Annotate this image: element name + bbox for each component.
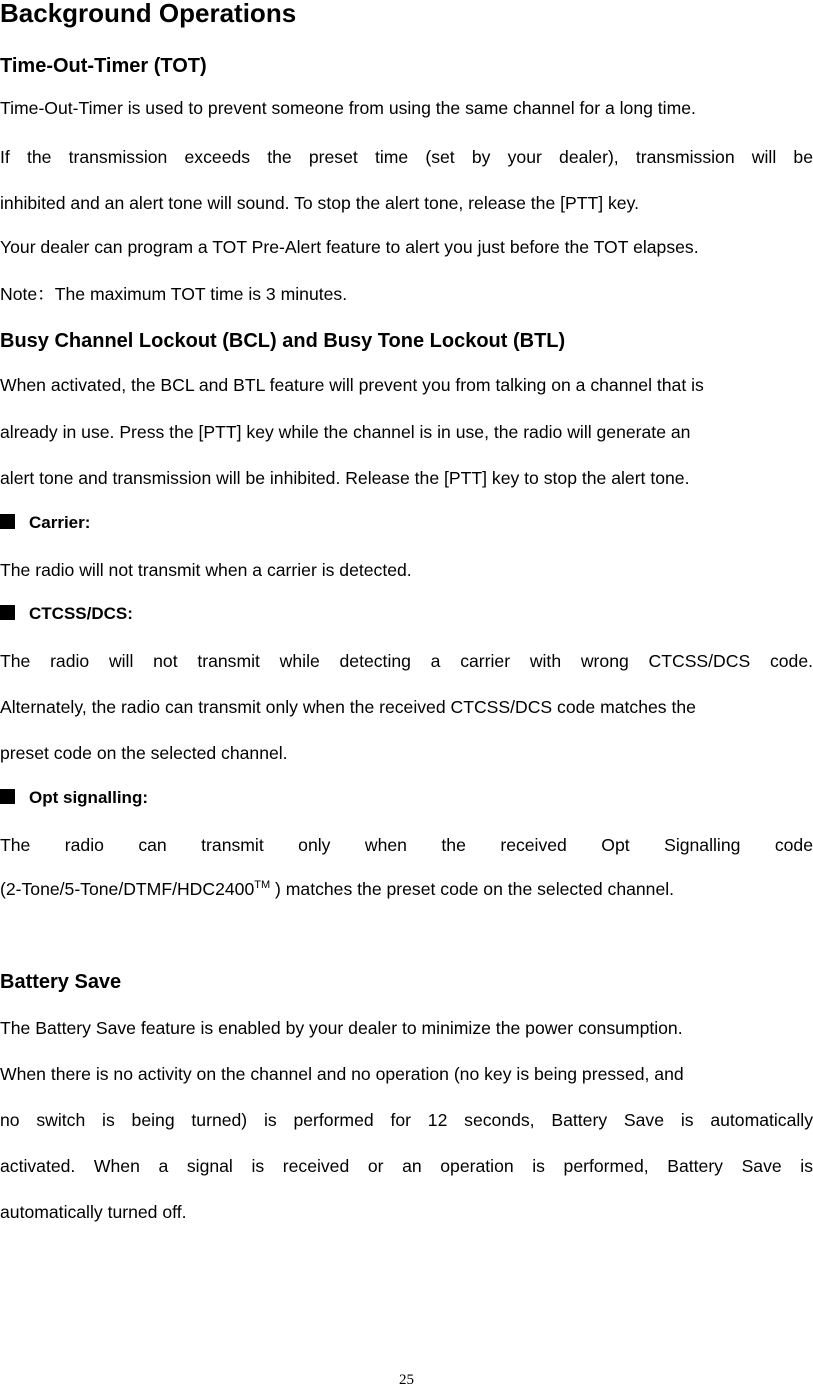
carrier-subheading-label: Carrier: [29,513,91,532]
page-heading: Background Operations [0,0,297,28]
carrier-paragraph-line: The radio will not transmit when a carrier is detected. [0,560,412,580]
tot-paragraph-line: Time-Out-Timer is used to prevent someone from using the same channel for a long time. [0,98,696,118]
bcl-paragraph-line: When activated, the BCL and BTL feature will prevent you from talking on a channel that is [0,375,704,395]
battery-paragraph-line: The Battery Save feature is enabled by your dealer to minimize the power consumption. [0,1018,683,1038]
trademark-superscript: TM [254,879,271,892]
ctcss-subheading-label: CTCSS/DCS: [29,604,133,623]
bullet-square-icon [0,514,15,529]
battery-paragraph-line: no switch is being turned) is performed for 12 seconds, Battery Save is automatically [0,1110,813,1130]
battery-section-title: Battery Save [0,971,122,993]
tot-section-title: Time-Out-Timer (TOT) [0,55,207,77]
carrier-subheading [0,512,90,534]
bcl-paragraph-line: alert tone and transmission will be inhibited. Release the [PTT] key to stop the alert tone. [0,468,690,488]
page-number: 25 [399,1372,414,1388]
tot-note: Note：The maximum TOT time is 3 minutes. [0,284,348,304]
bcl-section-title: Busy Channel Lockout (BCL) and Busy Tone Lockout (BTL) [0,330,566,352]
ctcss-paragraph-line: Alternately, the radio can transmit only when the received CTCSS/DCS code matches the [0,697,696,717]
battery-paragraph-line: When there is no activity on the channel and no operation (no key is being pressed, and [0,1064,684,1084]
opt-subheading-label: Opt signalling: [29,788,148,807]
tot-paragraph-line: inhibited and an alert tone will sound. To stop the alert tone, release the [PTT] key. [0,193,639,213]
ctcss-subheading [0,603,133,625]
opt-paragraph-line [0,877,813,901]
tot-paragraph-line: If the transmission exceeds the preset time (set by your dealer), transmission will be [0,147,813,167]
tot-paragraph-line: Your dealer can program a TOT Pre-Alert feature to alert you just before the TOT elapses. [0,237,699,257]
opt-paragraph-line: The radio can transmit only when the received Opt Signalling code [0,835,813,855]
bullet-square-icon [0,789,15,804]
bcl-paragraph-line: already in use. Press the [PTT] key while the channel is in use, the radio will generate an [0,422,691,442]
ctcss-paragraph-line: preset code on the selected channel. [0,743,288,763]
ctcss-paragraph-line: The radio will not transmit while detecting a carrier with wrong CTCSS/DCS code. [0,651,813,671]
opt-line-end: ) matches the preset code on the selected channel. [270,879,675,899]
battery-paragraph-line: activated. When a signal is received or an operation is performed, Battery Save is [0,1156,813,1176]
battery-paragraph-line: automatically turned off. [0,1202,187,1222]
opt-line-start: (2-Tone/5-Tone/DTMF/HDC2400 [0,879,255,899]
opt-subheading [0,787,148,809]
bullet-square-icon [0,605,15,620]
